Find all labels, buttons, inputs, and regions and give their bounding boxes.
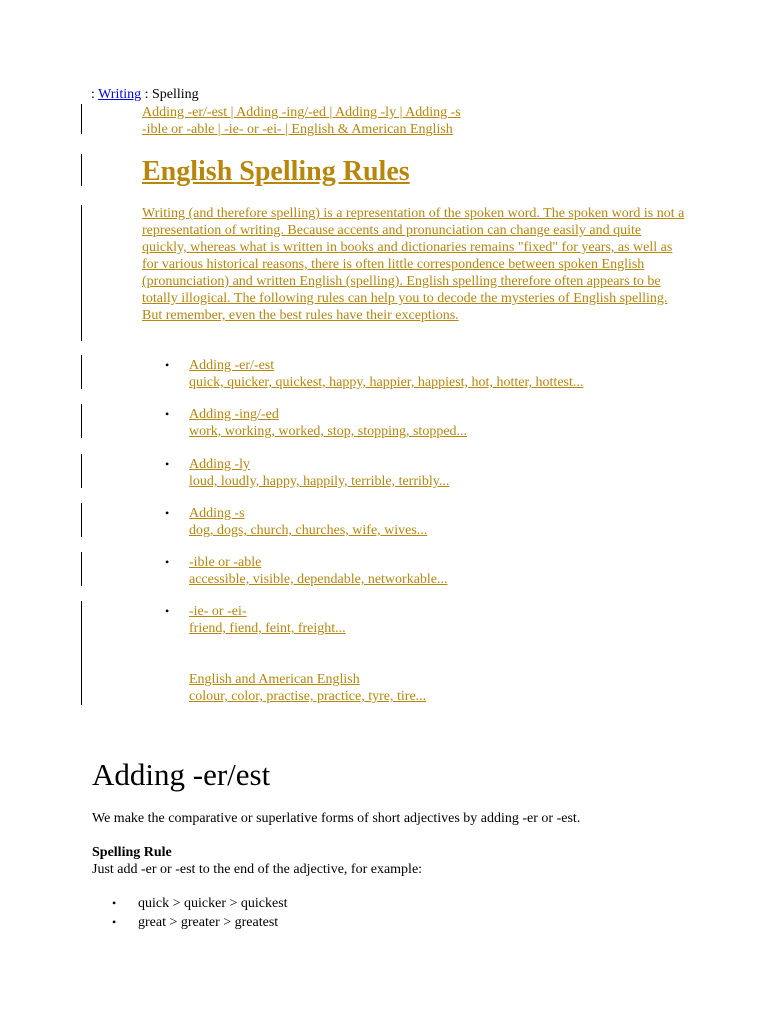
margin-rule <box>81 355 82 389</box>
topic-item <box>165 357 584 391</box>
example-list <box>92 894 288 932</box>
bullet-icon: • <box>165 358 170 372</box>
margin-rule <box>81 205 82 341</box>
margin-rule <box>81 404 82 438</box>
list-item: • quick > quicker > quickest <box>92 894 288 913</box>
margin-rule <box>81 503 82 537</box>
topic-title-link[interactable]: Adding -ly <box>189 457 251 472</box>
quick-links-row-2[interactable]: -ible or -able | -ie- or -ei- | English & American English <box>142 122 453 137</box>
list-item: • great > greater > greatest <box>92 913 288 932</box>
bullet-icon: • <box>165 555 170 569</box>
breadcrumb <box>91 86 199 103</box>
quick-links <box>142 104 461 138</box>
section-paragraph: We make the comparative or superlative forms of short adjectives by adding -er or -est. <box>92 811 581 826</box>
topic-item <box>165 406 468 440</box>
section-heading: Adding -er/est <box>92 757 271 792</box>
topic-item <box>165 554 448 588</box>
bullet-icon: • <box>165 407 170 421</box>
topic-examples-link[interactable]: work, working, worked, stop, stopping, stopped... <box>189 424 468 439</box>
bullet-icon: • <box>165 457 170 471</box>
topic-examples-link[interactable]: loud, loudly, happy, happily, terrible, terribly... <box>189 474 450 489</box>
quick-links-row-1[interactable]: Adding -er/-est | Adding -ing/-ed | Adding -ly | Adding -s <box>142 105 461 120</box>
topic-title-link[interactable]: Adding -er/-est <box>189 358 275 373</box>
breadcrumb-current: Spelling <box>152 87 199 102</box>
topic-title-link[interactable]: English and American English <box>189 672 360 687</box>
breadcrumb-prefix: : <box>91 87 95 102</box>
intro-link[interactable]: Writing (and therefore spelling) is a representation of the spoken word. The spoken word is not a representation of writing. Because accents and pronunciation can change easily and quite quickly, whereas what is written in books and dictionaries remains "fixed" for years, as well as for various historical reasons, there is often little correspondence between spoken English (pronunciation) and written English (spelling). English spelling therefore often appears to be totally illogical. The following rules can help you to decode the mysteries of English spelling. But remember, even the best rules have their exceptions. <box>142 206 685 323</box>
breadcrumb-separator: : <box>144 87 149 102</box>
page-title[interactable]: English Spelling Rules <box>142 156 410 187</box>
bullet-icon: • <box>165 506 170 520</box>
margin-rule <box>81 601 82 705</box>
breadcrumb-link-writing[interactable]: Writing <box>98 87 142 102</box>
topic-examples-link[interactable]: accessible, visible, dependable, networkable... <box>189 572 448 587</box>
topic-title-link[interactable]: -ie- or -ei- <box>189 604 247 619</box>
bullet-icon: • <box>165 604 170 618</box>
margin-rule <box>81 154 82 186</box>
intro-paragraph <box>142 205 687 324</box>
topic-item <box>165 456 450 490</box>
topic-examples-link[interactable]: friend, fiend, feint, freight... <box>189 621 346 636</box>
topic-item <box>189 671 426 705</box>
topic-examples-link[interactable]: dog, dogs, church, churches, wife, wives... <box>189 523 428 538</box>
topic-item <box>165 505 428 539</box>
rule-heading: Spelling Rule <box>92 845 172 860</box>
topic-title-link[interactable]: Adding -ing/-ed <box>189 407 279 422</box>
topic-item <box>165 603 346 637</box>
topic-examples-link[interactable]: colour, color, practise, practice, tyre, tire... <box>189 689 427 704</box>
topic-title-link[interactable]: Adding -s <box>189 506 245 521</box>
topic-title-link[interactable]: -ible or -able <box>189 555 262 570</box>
topic-examples-link[interactable]: quick, quicker, quickest, happy, happier, happiest, hot, hotter, hottest... <box>189 375 584 390</box>
rule-text: Just add -er or -est to the end of the adjective, for example: <box>92 862 423 877</box>
margin-rule <box>81 552 82 586</box>
margin-rule <box>81 104 82 134</box>
margin-rule <box>81 454 82 488</box>
